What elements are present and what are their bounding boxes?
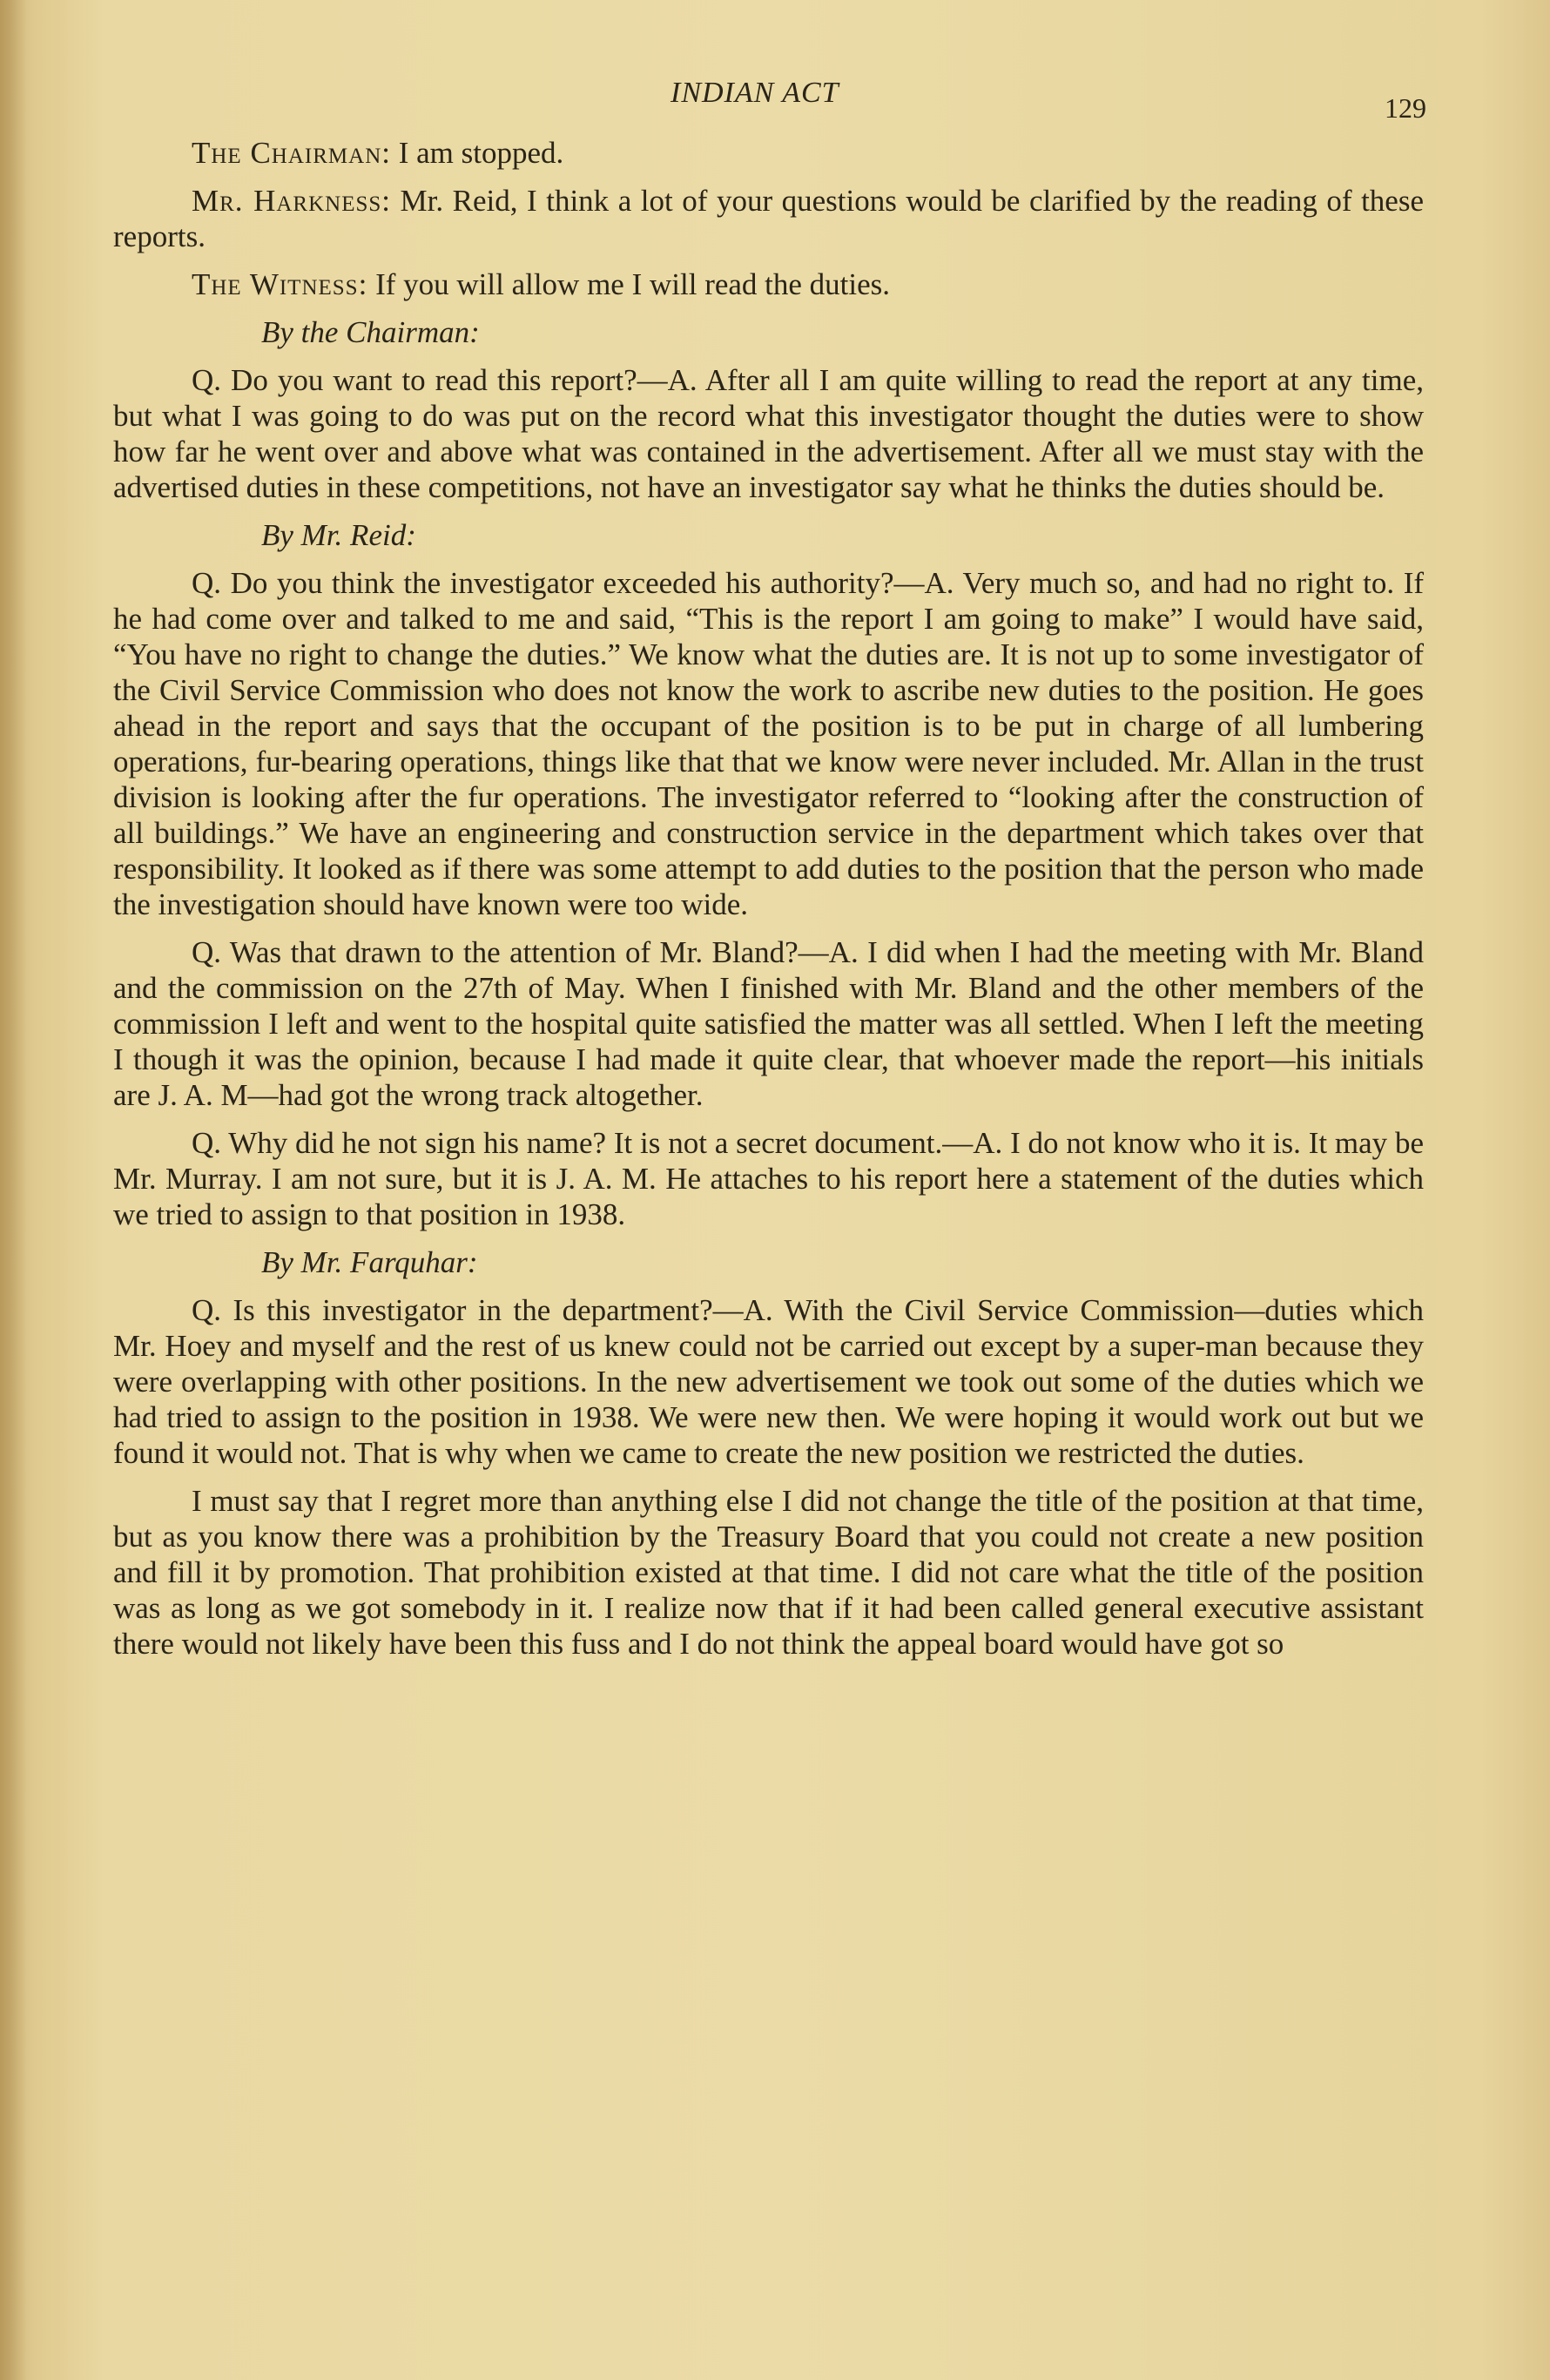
paragraph-q-department: Q. Is this investigator in the department?—A. With the Civil Service Commission—duties which Mr. Hoey and myself and the rest of us knew could not be carried out except by a super-man because they were overlapping with other positions. In the new advertisement we took out some of the duties which we had tried to assign to the position in 1938. We were new then. We were hoping it would work out but we found it would not. That is why when we came to create the new position we restricted the duties. bbox=[113, 1293, 1424, 1470]
byline-reid: By Mr. Reid: bbox=[261, 518, 416, 552]
paragraph-chairman-stopped bbox=[113, 135, 1424, 171]
paragraph-text: If you will allow me I will read the duties. bbox=[367, 267, 891, 301]
paragraph-q-report: Q. Do you want to read this report?—A. After all I am quite willing to read the report at any time, but what I was going to do was put on the record what this investigator thought the duties were to show how far he went over and above what was contained in the advertisement. After all we must stay with the advertised duties in these competitions, not have an investigator say what he thinks the duties should be. bbox=[113, 363, 1424, 504]
page-header bbox=[0, 77, 1550, 129]
paragraph-harkness bbox=[113, 183, 1424, 254]
binding-gutter bbox=[0, 0, 26, 2380]
page-number: 129 bbox=[1385, 92, 1426, 124]
paragraph-regret: I must say that I regret more than anything else I did not change the title of the position at that time, but as you know there was a prohibition by the Treasury Board that you could not create a new position and fill it by promotion. That prohibition existed at that time. I did not care what the title of the position was as long as we got somebody in it. I realize now that if it had been called general executive assistant there would not likely have been this fuss and I do not think the appeal board would have got so bbox=[113, 1484, 1424, 1661]
paragraph-q-authority: Q. Do you think the investigator exceeded his authority?—A. Very much so, and had no right to. If he had come over and talked to me and said, “This is the report I am going to make” I would have said, “You have no right to change the duties.” We know what the duties are. It is not up to some investigator of the Civil Service Commission who does not know the work to ascribe new duties to the position. He goes ahead in the report and says that the occupant of the position is to be put in charge of all lumbering operations, fur-bearing operations, things like that that we know were never included. Mr. Allan in the trust division is looking after the fur operations. The investigator referred to “looking after the construction of all buildings.” We have an engineering and construction service in the department which takes over that responsibility. It looked as if there was some attempt to add duties to the position that the person who made the investigation should have known were too wide. bbox=[113, 566, 1424, 921]
byline-chairman: By the Chairman: bbox=[261, 315, 480, 349]
running-head: INDIAN ACT bbox=[671, 77, 839, 109]
body-text bbox=[113, 135, 1424, 1674]
speaker-label: The Chairman: bbox=[192, 136, 391, 170]
speaker-label: Mr. Harkness: bbox=[192, 184, 391, 218]
speaker-label: The Witness: bbox=[192, 267, 368, 301]
byline-farquhar: By Mr. Farquhar: bbox=[261, 1245, 478, 1279]
paragraph-witness bbox=[113, 266, 1424, 302]
paragraph-q-bland: Q. Was that drawn to the attention of Mr. Bland?—A. I did when I had the meeting with Mr. Bland and the commission on the 27th of May. When I finished with Mr. Bland and the other members of the commission I left and went to the hospital quite satisfied the matter was all settled. When I left the meeting I though it was the opinion, because I had made it quite clear, that whoever made the report—his initials are J. A. M—had got the wrong track altogether. bbox=[113, 935, 1424, 1112]
paragraph-q-sign: Q. Why did he not sign his name? It is not a secret document.—A. I do not know who it is. It may be Mr. Murray. I am not sure, but it is J. A. M. He attaches to his report here a statement of the duties which we tried to assign to that position in 1938. bbox=[113, 1126, 1424, 1231]
paragraph-text: Mr. Reid, I think a lot of your questions would be clarified by the reading of these reports. bbox=[113, 184, 1424, 253]
paragraph-text: I am stopped. bbox=[390, 136, 564, 170]
